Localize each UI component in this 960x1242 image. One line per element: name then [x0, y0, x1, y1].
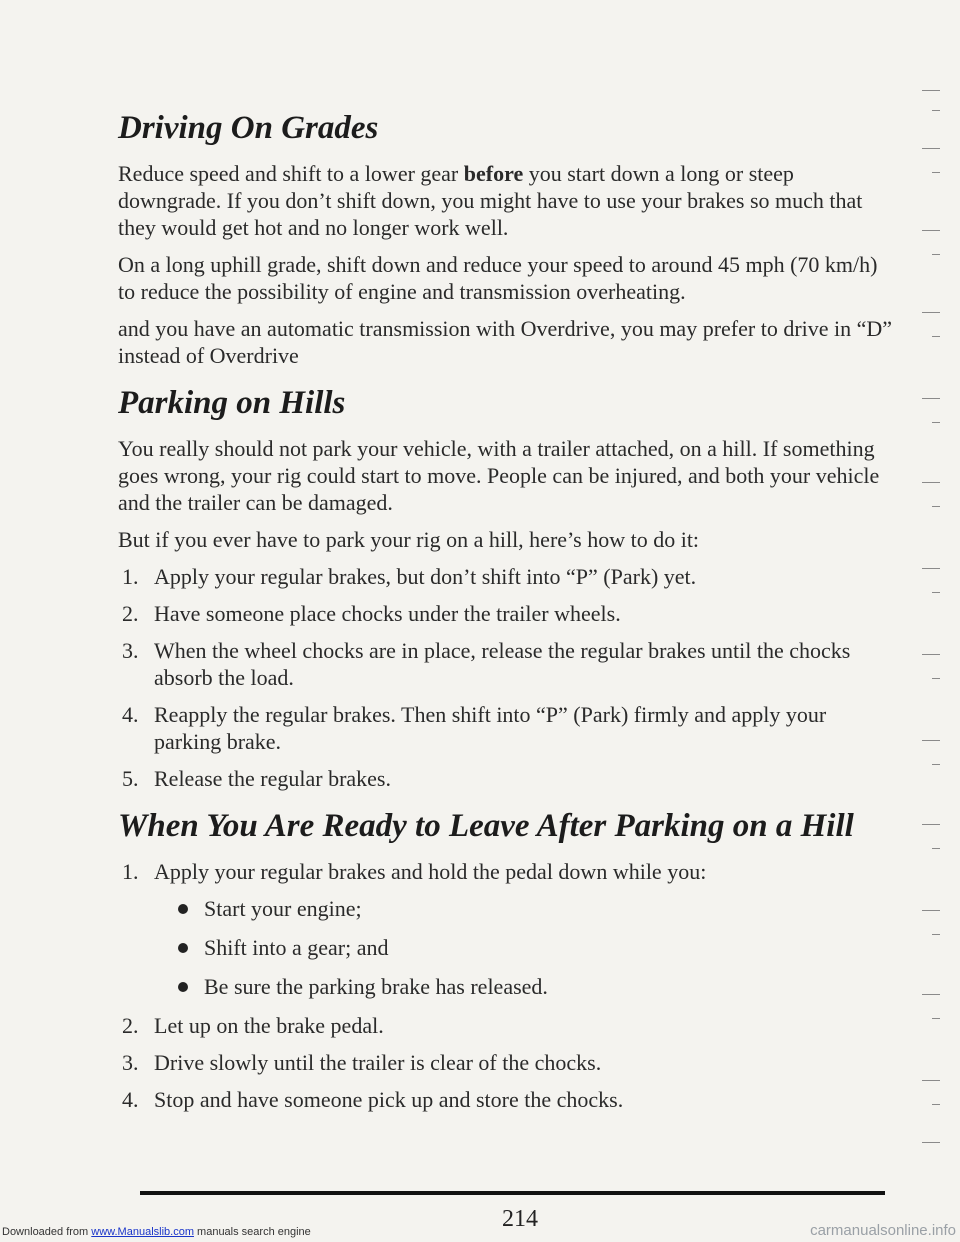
list-item: 1. Apply your regular brakes, but don’t shift into “P” (Park) yet.	[122, 564, 697, 589]
list-item: 2. Let up on the brake pedal.	[122, 1013, 384, 1038]
manualslib-link[interactable]: www.Manualslib.com	[91, 1226, 194, 1238]
parking-steps-list	[118, 563, 898, 792]
list-item: 3. When the wheel chocks are in place, release the regular brakes until the chocks absorb the load.	[122, 638, 851, 690]
bullet-item: Be sure the parking brake has released.	[118, 973, 898, 1000]
list-item: 3. Drive slowly until the trailer is clear of the chocks.	[122, 1050, 602, 1075]
edge-mark	[932, 1104, 940, 1105]
edge-mark	[922, 910, 940, 911]
heading-parking-on-hills: Parking on Hills	[118, 385, 346, 421]
edge-mark	[922, 90, 940, 91]
section-driving-on-grades	[118, 108, 898, 369]
list-item: 5. Release the regular brakes.	[122, 766, 391, 791]
edge-mark	[932, 336, 940, 337]
list-item: 2. Have someone place chocks under the trailer wheels.	[122, 601, 621, 626]
bullet-item: Start your engine;	[118, 895, 898, 922]
bullet-item: Shift into a gear; and	[118, 934, 898, 961]
leaving-steps-list-continued	[118, 1012, 898, 1113]
edge-mark	[932, 422, 940, 423]
download-source-note: Downloaded from www.Manualslib.com manuals search engine	[2, 1226, 311, 1238]
edge-mark	[932, 254, 940, 255]
heading-driving-on-grades: Driving On Grades	[118, 110, 379, 146]
bullet-icon	[178, 904, 188, 914]
edge-mark	[932, 848, 940, 849]
paragraph-overdrive: and you have an automatic transmission with Overdrive, you may prefer to drive in “D” instead of Overdrive	[118, 316, 893, 368]
edge-mark	[922, 230, 940, 231]
section-parking-on-hills	[118, 383, 898, 792]
paragraph-downgrade: Reduce speed and shift to a lower gear before you start down a long or steep downgrade. If you don’t shift down, you might have to use your brakes so much that they would get hot and no longer work well.	[118, 161, 863, 240]
bullet-list	[118, 895, 898, 1000]
edge-mark	[932, 934, 940, 935]
edge-mark	[932, 172, 940, 173]
edge-mark	[922, 568, 940, 569]
edge-mark	[922, 740, 940, 741]
edge-mark	[932, 506, 940, 507]
section-leaving-hill	[118, 806, 898, 1113]
edge-mark	[932, 592, 940, 593]
edge-mark	[922, 398, 940, 399]
heading-leaving-hill: When You Are Ready to Leave After Parking on a Hill	[118, 808, 854, 844]
edge-mark	[932, 1018, 940, 1019]
page-number: 214	[502, 1206, 538, 1232]
paragraph-warning: You really should not park your vehicle, with a trailer attached, on a hill. If something goes wrong, your rig could start to move. People can be injured, and both your vehicle and the trailer can be damaged.	[118, 436, 880, 515]
watermark-text: carmanualsonline.info	[810, 1222, 956, 1239]
edge-mark	[922, 312, 940, 313]
edge-mark	[922, 1142, 940, 1143]
paragraph-uphill: On a long uphill grade, shift down and reduce your speed to around 45 mph (70 km/h) to reduce the possibility of engine and transmission overheating.	[118, 252, 878, 304]
edge-mark	[922, 824, 940, 825]
edge-mark	[922, 1080, 940, 1081]
bullet-icon	[178, 943, 188, 953]
bullet-icon	[178, 982, 188, 992]
footer-divider	[140, 1191, 885, 1195]
edge-mark	[932, 678, 940, 679]
edge-mark	[922, 654, 940, 655]
edge-mark	[922, 148, 940, 149]
list-item: 1. Apply your regular brakes and hold the pedal down while you:	[122, 859, 707, 884]
paragraph-how-to: But if you ever have to park your rig on a hill, here’s how to do it:	[118, 527, 700, 552]
list-item: 4. Reapply the regular brakes. Then shift into “P” (Park) firmly and apply your parking brake.	[122, 702, 827, 754]
edge-mark	[922, 482, 940, 483]
edge-mark	[932, 110, 940, 111]
edge-mark	[932, 764, 940, 765]
page-content	[118, 108, 898, 1127]
edge-mark	[922, 994, 940, 995]
list-item: 4. Stop and have someone pick up and store the chocks.	[122, 1087, 624, 1112]
leaving-steps-list	[118, 858, 898, 885]
binding-edge-marks	[918, 80, 948, 1180]
